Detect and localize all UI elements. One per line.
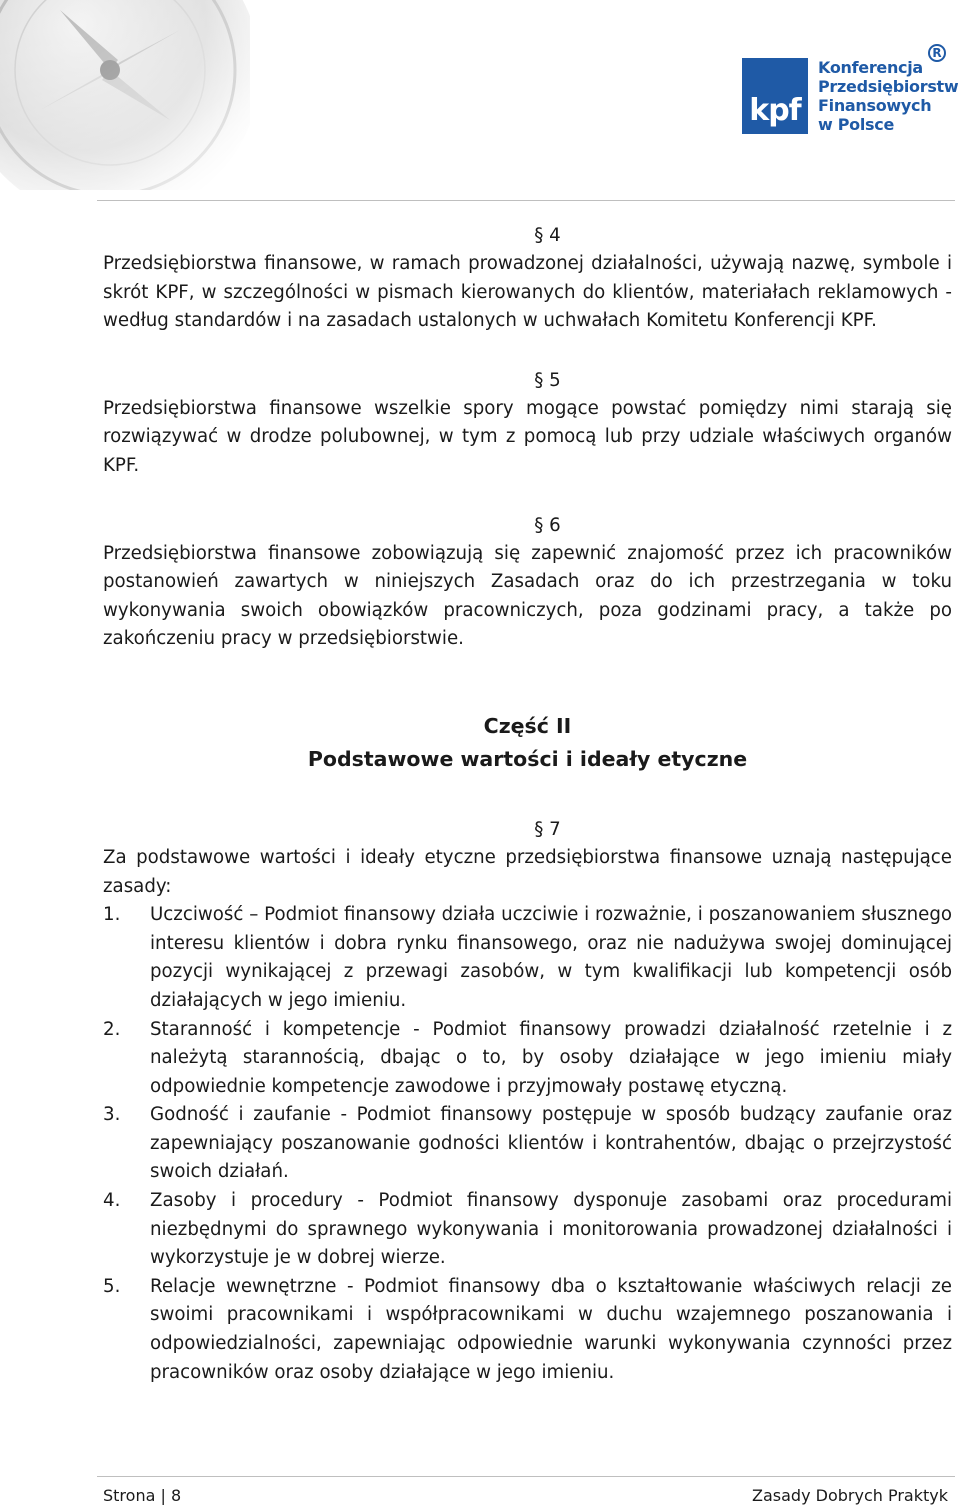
- list-item-text: Uczciwość – Podmiot finansowy działa uczciwie i rozważnie, i poszanowaniem słusznego interesu klientów i dobra rynku finansowego, oraz nie nadużywa swojej dominującej pozycji wynikającej z przewagi zasobów, w tym kwalifikacji lub kompetencji osób działających w jego imieniu.: [150, 904, 952, 1011]
- list-item-number: 3.: [103, 1104, 121, 1126]
- list-item: [103, 1273, 952, 1387]
- footer-divider: [97, 1476, 955, 1477]
- list-item-text: Zasoby i procedury - Podmiot finansowy dysponuje zasobami oraz procedurami niezbędnymi do sprawnego wykonywania i monitorowania prowadzonej działalności i wykorzystuje je w dobrej wierze.: [150, 1190, 952, 1269]
- section-paragraph: Przedsiębiorstwa finansowe zobowiązują się zapewnić znajomość przez ich pracowników postanowień zawartych w niniejszych Zasadach oraz do ich przestrzegania w toku wykonywania swoich obowiązków pracowniczych, poza godzinami pracy, a także po zakończeniu pracy w przedsiębiorstwie.: [103, 542, 952, 650]
- list-item-number: 2.: [103, 1018, 121, 1040]
- section-paragraph: Przedsiębiorstwa finansowe wszelkie spory mogące powstać pomiędzy nimi starają się rozwiązywać w drodze polubownej, w tym z pomocą lub przy udziale właściwych organów KPF.: [103, 397, 952, 476]
- page-number: Strona | 8: [103, 1486, 182, 1505]
- section-number: § 7: [534, 818, 561, 840]
- list-item: [103, 1101, 952, 1187]
- section-number: § 5: [534, 369, 561, 391]
- section-number: § 6: [534, 514, 561, 536]
- logo-line: Finansowych: [818, 96, 932, 115]
- document-body: [103, 222, 952, 1387]
- registered-mark-icon: R: [928, 44, 946, 62]
- compass-watermark: [0, 0, 250, 190]
- kpf-logo: [742, 44, 957, 140]
- list-item: [103, 1187, 952, 1273]
- section-paragraph: Przedsiębiorstwa finansowe, w ramach prowadzonej działalności, używają nazwę, symbole i skrót KPF, w szczególności w pismach kierowanych do klientów, materiałach reklamowych - według standardów i na zasadach ustalonych w uchwałach Komitetu Konferencji KPF.: [103, 253, 952, 332]
- header-divider: [97, 200, 955, 201]
- section-number: § 4: [534, 225, 561, 246]
- footer-doc-title: Zasady Dobrych Praktyk: [752, 1486, 948, 1505]
- list-item-text: Relacje wewnętrzne - Podmiot finansowy dba o kształtowanie właściwych relacji ze swoimi pracownikami i współpracownikami w duchu wzajemnego poszanowania i odpowiedzialności, zapewniając odpowiednie warunki wykonywania czynności przez pracowników oraz osoby działające w jego imieniu.: [150, 1275, 952, 1383]
- list-item-number: 5.: [103, 1275, 121, 1297]
- list-item: [103, 901, 952, 1015]
- compass-image: [0, 0, 250, 190]
- principles-list: [103, 901, 952, 1387]
- list-item-number: 1.: [103, 904, 121, 926]
- logo-line: Przedsiębiorstw: [818, 77, 959, 96]
- list-item-text: Godność i zaufanie - Podmiot finansowy postępuje w sposób budzący zaufanie oraz zapewniający poszanowanie godności klientów i kontrahentów, dbając o przejrzystość swoich działań.: [150, 1104, 952, 1183]
- list-item-number: 4.: [103, 1190, 121, 1212]
- section-intro: Za podstawowe wartości i ideały etyczne przedsiębiorstwa finansowe uznają następujące zasady:: [103, 846, 952, 897]
- list-item-text: Staranność i kompetencje - Podmiot finansowy prowadzi działalność rzetelnie i z należytą starannością, dbając o to, by osoby działające w jego imieniu miały odpowiednie kompetencje zawodowe i przyjmowały postawę etyczną.: [150, 1018, 952, 1097]
- logo-line: Konferencja: [818, 58, 923, 77]
- logo-line: w Polsce: [818, 115, 895, 134]
- logo-mark: kpf: [742, 58, 808, 134]
- logo-wordmark: [818, 58, 958, 134]
- part-subtitle: Podstawowe wartości i ideały etyczne: [307, 746, 748, 771]
- list-item: [103, 1016, 952, 1102]
- part-title: Część II: [483, 713, 572, 738]
